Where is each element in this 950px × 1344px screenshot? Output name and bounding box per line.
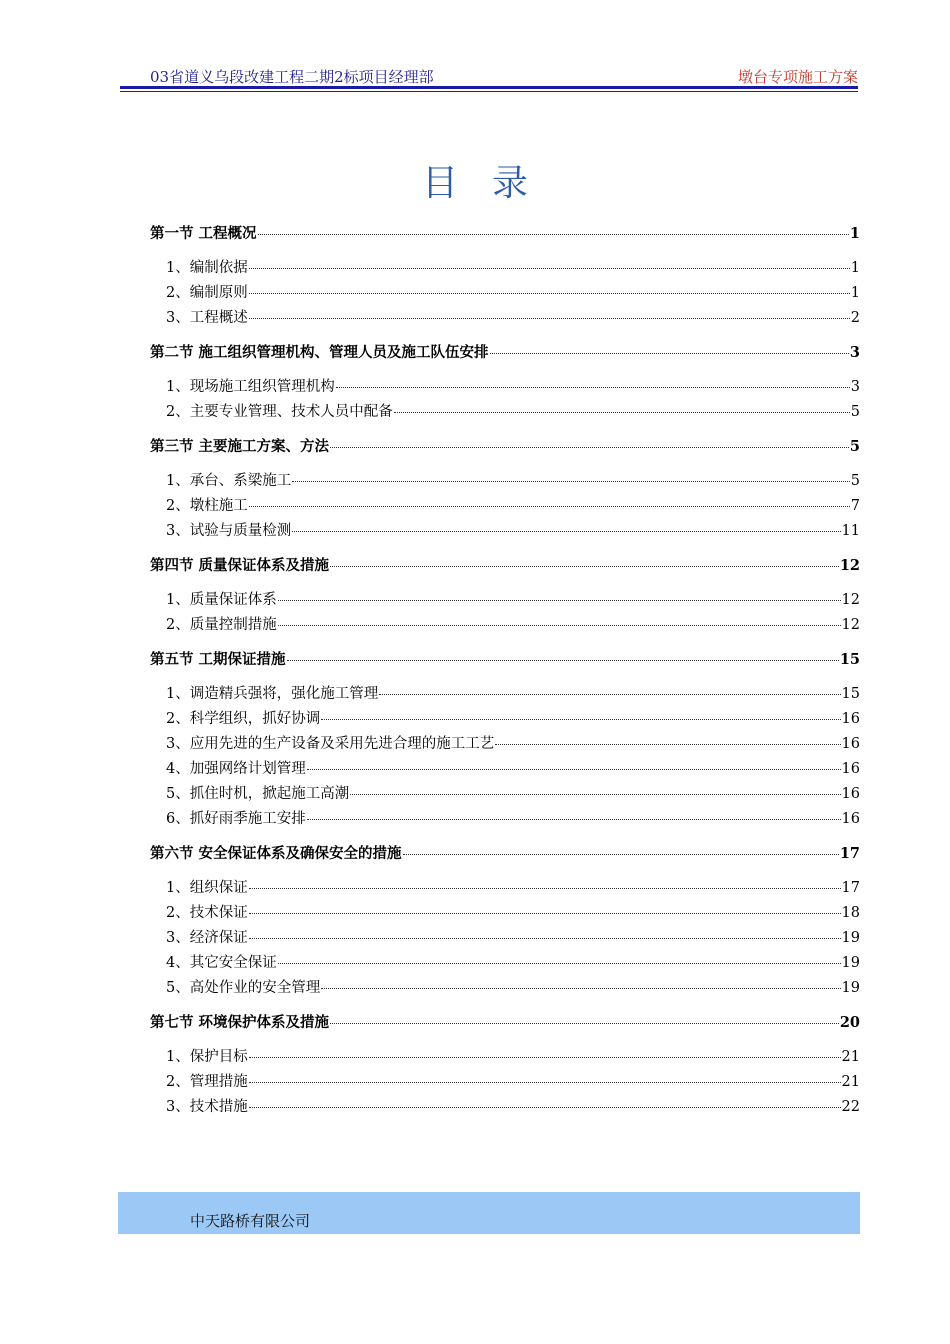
toc-leader-dots <box>330 1023 839 1024</box>
toc-leader-dots <box>249 888 841 889</box>
toc-leader-dots <box>249 913 841 914</box>
toc-subentry[interactable] <box>150 976 860 1001</box>
toc-leader-dots <box>379 694 840 695</box>
toc-leader-dots <box>292 531 840 532</box>
toc-subentry[interactable] <box>150 588 860 613</box>
toc-leader-dots <box>249 938 841 939</box>
toc-subentry[interactable] <box>150 757 860 782</box>
toc-entry-page: 12 <box>841 617 860 633</box>
toc-entry-page: 1 <box>850 285 860 301</box>
toc-subentry[interactable] <box>150 281 860 306</box>
toc-leader-dots <box>249 318 850 319</box>
toc-entry-page: 15 <box>841 686 860 702</box>
toc-entry-page: 22 <box>841 1099 860 1115</box>
toc-entry-label: 2、质量控制措施 <box>166 617 277 633</box>
toc-entry-page: 16 <box>841 736 860 752</box>
toc-entry-label: 1、调造精兵强将，强化施工管理 <box>166 686 379 702</box>
toc-section-entry[interactable] <box>150 554 860 579</box>
toc-leader-dots <box>278 625 841 626</box>
toc-entry-label: 2、管理措施 <box>166 1074 248 1090</box>
toc-entry-label: 第四节 质量保证体系及措施 <box>150 557 330 574</box>
toc-leader-dots <box>249 1082 841 1083</box>
footer-company-name: 中天路桥有限公司 <box>190 1212 311 1230</box>
toc-subentry[interactable] <box>150 782 860 807</box>
toc-entry-label: 3、经济保证 <box>166 930 248 946</box>
toc-leader-dots <box>336 387 850 388</box>
toc-entry-label: 1、质量保证体系 <box>166 592 277 608</box>
toc-entry-label: 1、组织保证 <box>166 880 248 896</box>
toc-leader-dots <box>278 963 841 964</box>
toc-leader-dots <box>307 769 841 770</box>
toc-subentry[interactable] <box>150 613 860 638</box>
header-document-title: 墩台专项施工方案 <box>737 68 858 86</box>
toc-entry-page: 2 <box>850 310 860 326</box>
toc-subentry[interactable] <box>150 494 860 519</box>
toc-entry-label: 3、工程概述 <box>166 310 248 326</box>
toc-entry-page: 16 <box>841 761 860 777</box>
toc-leader-dots <box>278 600 841 601</box>
toc-entry-label: 5、高处作业的安全管理 <box>166 980 321 996</box>
toc-leader-dots <box>249 506 850 507</box>
toc-leader-dots <box>394 412 850 413</box>
toc-entry-page: 19 <box>841 930 860 946</box>
toc-entry-page: 21 <box>841 1074 860 1090</box>
toc-leader-dots <box>321 719 840 720</box>
header-project-name: 03省道义乌段改建工程二期2标项目经理部 <box>150 68 434 86</box>
toc-subentry[interactable] <box>150 256 860 281</box>
toc-section-entry[interactable] <box>150 435 860 460</box>
toc-entry-label: 1、保护目标 <box>166 1049 248 1065</box>
toc-subentry[interactable] <box>150 1070 860 1095</box>
toc-entry-label: 2、技术保证 <box>166 905 248 921</box>
toc-section-entry[interactable] <box>150 648 860 673</box>
toc-entry-label: 1、编制依据 <box>166 260 248 276</box>
toc-subentry[interactable] <box>150 1095 860 1120</box>
toc-entry-page: 12 <box>839 557 860 574</box>
header-rule-thick <box>120 86 858 89</box>
toc-entry-label: 第七节 环境保护体系及措施 <box>150 1014 330 1031</box>
toc-leader-dots <box>307 819 841 820</box>
toc-leader-dots <box>249 268 850 269</box>
toc-subentry[interactable] <box>150 400 860 425</box>
toc-leader-dots <box>495 744 840 745</box>
toc-entry-label: 3、技术措施 <box>166 1099 248 1115</box>
page-title: 目录 <box>421 163 562 204</box>
toc-entry-page: 16 <box>841 786 860 802</box>
toc-entry-label: 1、现场施工组织管理机构 <box>166 379 335 395</box>
toc-entry-page: 5 <box>850 404 860 420</box>
toc-leader-dots <box>490 353 849 354</box>
toc-subentry[interactable] <box>150 469 860 494</box>
toc-subentry[interactable] <box>150 375 860 400</box>
toc-entry-page: 5 <box>850 473 860 489</box>
toc-entry-page: 1 <box>849 225 860 242</box>
toc-leader-dots <box>321 988 840 989</box>
toc-subentry[interactable] <box>150 951 860 976</box>
toc-entry-label: 第三节 主要施工方案、方法 <box>150 438 330 455</box>
toc-entry-page: 16 <box>841 811 860 827</box>
toc-entry-page: 3 <box>849 344 860 361</box>
toc-entry-label: 2、科学组织，抓好协调 <box>166 711 321 727</box>
toc-leader-dots <box>350 794 840 795</box>
toc-entry-label: 2、主要专业管理、技术人员中配备 <box>166 404 393 420</box>
toc-subentry[interactable] <box>150 926 860 951</box>
toc-entry-page: 5 <box>849 438 860 455</box>
toc-entry-page: 20 <box>839 1014 860 1031</box>
toc-entry-label: 第一节 工程概况 <box>150 225 257 242</box>
toc-section-entry[interactable] <box>150 1011 860 1036</box>
toc-entry-label: 第六节 安全保证体系及确保安全的措施 <box>150 845 402 862</box>
toc-entry-page: 18 <box>841 905 860 921</box>
toc-entry-label: 1、承台、系梁施工 <box>166 473 292 489</box>
toc-subentry[interactable] <box>150 682 860 707</box>
toc-entry-label: 6、抓好雨季施工安排 <box>166 811 306 827</box>
toc-entry-page: 15 <box>839 651 860 668</box>
toc-entry-label: 5、抓住时机，掀起施工高潮 <box>166 786 350 802</box>
toc-entry-page: 12 <box>841 592 860 608</box>
toc-leader-dots <box>330 566 839 567</box>
toc-entry-label: 第五节 工期保证措施 <box>150 651 286 668</box>
toc-subentry[interactable] <box>150 807 860 832</box>
toc-entry-page: 16 <box>841 711 860 727</box>
toc-subentry[interactable] <box>150 876 860 901</box>
toc-subentry[interactable] <box>150 306 860 331</box>
toc-section-entry[interactable] <box>150 842 860 867</box>
toc-leader-dots <box>330 447 849 448</box>
table-of-contents <box>150 222 860 1120</box>
toc-leader-dots <box>287 660 839 661</box>
toc-subentry[interactable] <box>150 1045 860 1070</box>
toc-leader-dots <box>403 854 839 855</box>
toc-leader-dots <box>258 234 849 235</box>
toc-entry-page: 21 <box>841 1049 860 1065</box>
toc-entry-label: 4、加强网络计划管理 <box>166 761 306 777</box>
toc-entry-page: 17 <box>841 880 860 896</box>
toc-entry-page: 1 <box>850 260 860 276</box>
toc-entry-page: 19 <box>841 955 860 971</box>
toc-entry-label: 第二节 施工组织管理机构、管理人员及施工队伍安排 <box>150 344 489 361</box>
toc-entry-page: 7 <box>850 498 860 514</box>
toc-leader-dots <box>292 481 850 482</box>
toc-section-entry[interactable] <box>150 222 860 247</box>
toc-entry-page: 17 <box>839 845 860 862</box>
toc-subentry[interactable] <box>150 732 860 757</box>
toc-entry-label: 3、试验与质量检测 <box>166 523 292 539</box>
toc-entry-page: 3 <box>850 379 860 395</box>
toc-subentry[interactable] <box>150 901 860 926</box>
toc-entry-page: 19 <box>841 980 860 996</box>
toc-entry-label: 2、编制原则 <box>166 285 248 301</box>
toc-entry-page: 11 <box>841 523 860 539</box>
toc-section-entry[interactable] <box>150 341 860 366</box>
toc-subentry[interactable] <box>150 707 860 732</box>
toc-entry-label: 2、墩柱施工 <box>166 498 248 514</box>
toc-entry-label: 3、应用先进的生产设备及采用先进合理的施工工艺 <box>166 736 495 752</box>
toc-leader-dots <box>249 293 850 294</box>
toc-leader-dots <box>249 1107 841 1108</box>
toc-subentry[interactable] <box>150 519 860 544</box>
toc-leader-dots <box>249 1057 841 1058</box>
header-rule-thin <box>120 91 858 92</box>
toc-entry-label: 4、其它安全保证 <box>166 955 277 971</box>
